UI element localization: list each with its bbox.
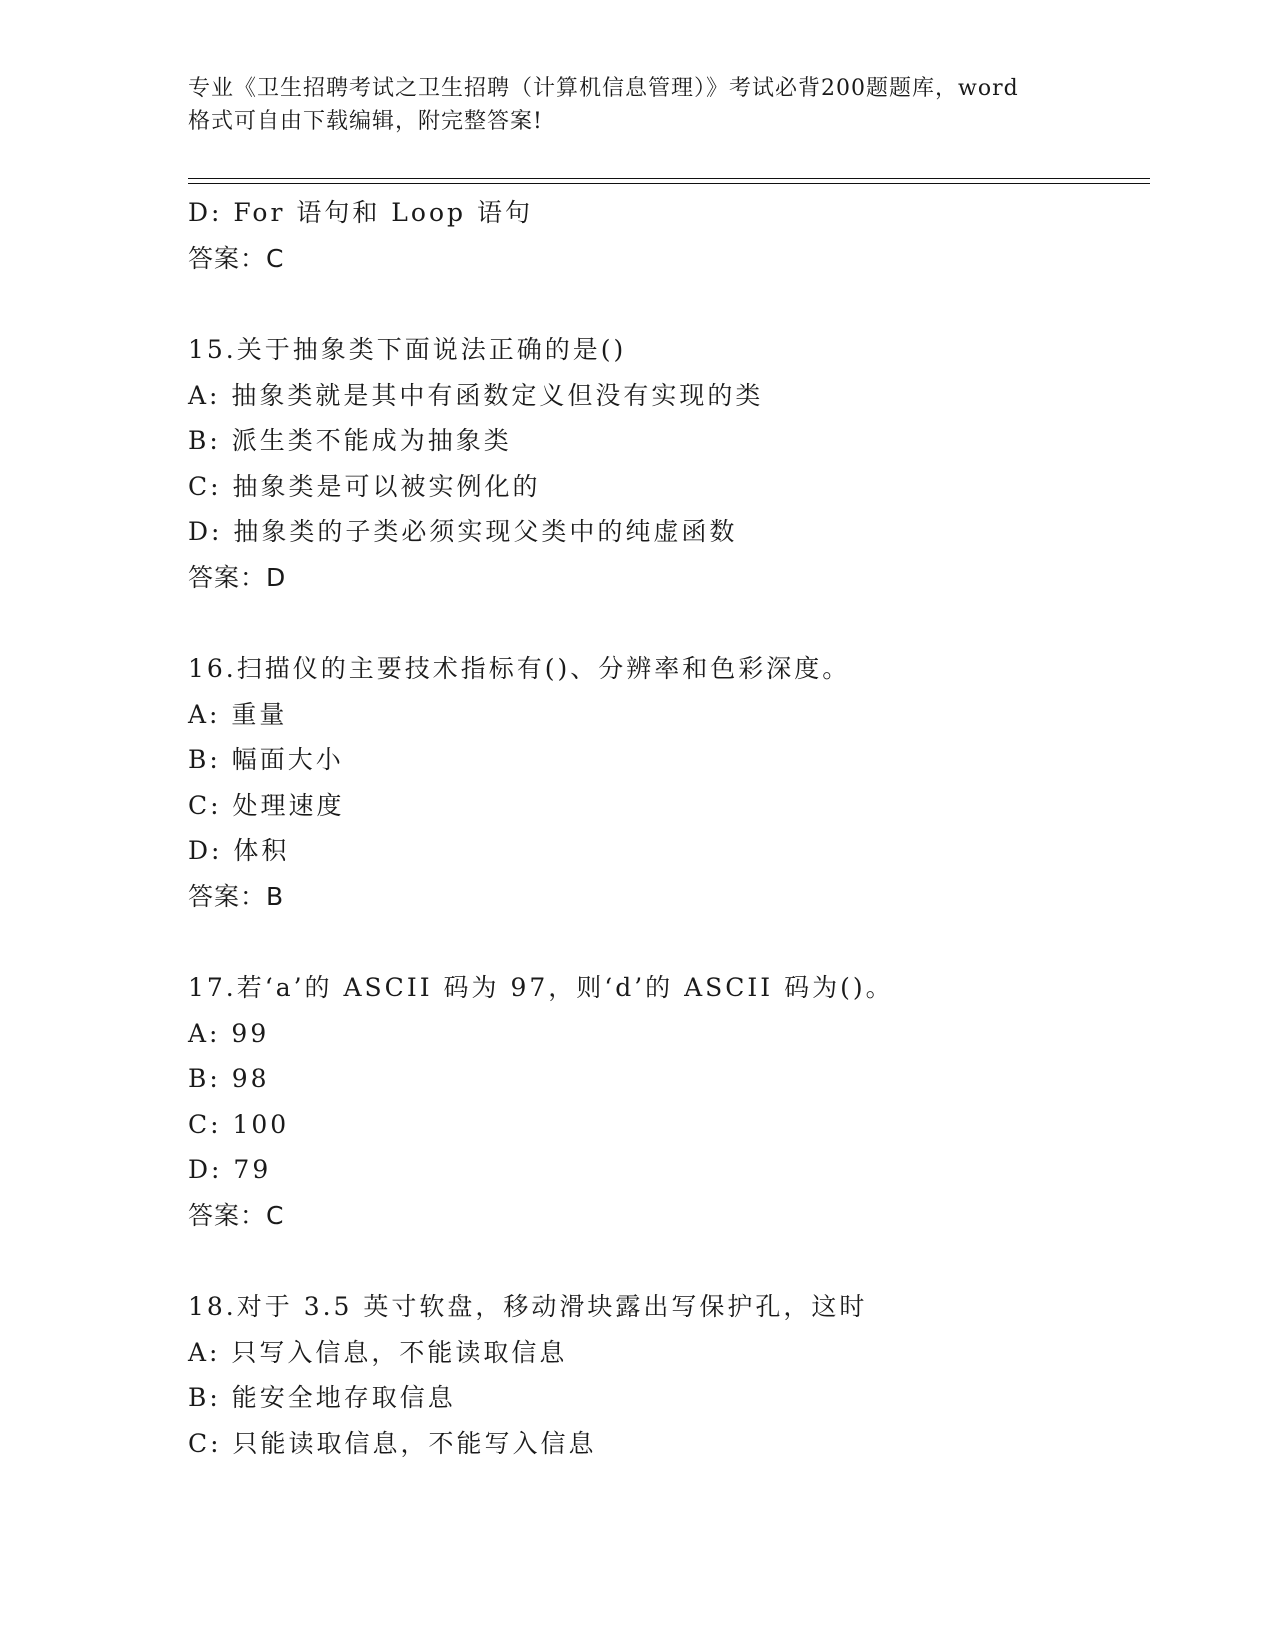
option-d: D: 79 bbox=[188, 1155, 272, 1184]
header-line-1: 专业《卫生招聘考试之卫生招聘（计算机信息管理）》考试必背200题题库，word bbox=[188, 76, 1019, 101]
spacer bbox=[188, 600, 1148, 646]
option-b: B: 幅面大小 bbox=[188, 745, 344, 774]
answer-line: 答案：B bbox=[188, 881, 285, 911]
header-divider-bottom bbox=[188, 183, 1150, 184]
header-divider-top bbox=[188, 178, 1150, 179]
question-stem: 15.关于抽象类下面说法正确的是() bbox=[188, 335, 627, 364]
option-a: A: 抽象类就是其中有函数定义但没有实现的类 bbox=[188, 380, 764, 410]
option-d: D: For 语句和 Loop 语句 bbox=[188, 198, 533, 227]
document-header bbox=[188, 72, 1088, 138]
option-b: B: 派生类不能成为抽象类 bbox=[188, 426, 512, 455]
option-c: C: 抽象类是可以被实例化的 bbox=[188, 471, 541, 501]
question-block-14 bbox=[188, 190, 1148, 281]
option-d: D: 抽象类的子类必须实现父类中的纯虚函数 bbox=[188, 517, 738, 546]
spacer bbox=[188, 281, 1148, 327]
question-block-15 bbox=[188, 327, 1148, 600]
question-stem: 17.若‘a’的 ASCII 码为 97，则‘d’的 ASCII 码为()。 bbox=[188, 973, 894, 1002]
spacer bbox=[188, 919, 1148, 965]
question-list bbox=[188, 190, 1148, 1466]
option-c: C: 只能读取信息，不能写入信息 bbox=[188, 1428, 597, 1458]
option-a: A: 只写入信息，不能读取信息 bbox=[188, 1337, 568, 1367]
option-b: B: 98 bbox=[188, 1064, 270, 1093]
question-block-16 bbox=[188, 646, 1148, 919]
option-c: C: 100 bbox=[188, 1109, 290, 1139]
question-stem: 16.扫描仪的主要技术指标有()、分辨率和色彩深度。 bbox=[188, 654, 851, 683]
option-a: A: 重量 bbox=[188, 699, 288, 729]
option-d: D: 体积 bbox=[188, 836, 290, 865]
answer-line: 答案：C bbox=[188, 243, 285, 273]
option-b: B: 能安全地存取信息 bbox=[188, 1383, 456, 1412]
answer-line: 答案：D bbox=[188, 562, 287, 592]
option-a: A: 99 bbox=[188, 1018, 270, 1048]
header-line-2: 格式可自由下载编辑，附完整答案! bbox=[188, 109, 543, 134]
spacer bbox=[188, 1238, 1148, 1284]
answer-line: 答案：C bbox=[188, 1200, 285, 1230]
question-block-18 bbox=[188, 1284, 1148, 1466]
question-block-17 bbox=[188, 965, 1148, 1238]
question-stem: 18.对于 3.5 英寸软盘，移动滑块露出写保护孔，这时 bbox=[188, 1292, 868, 1321]
option-c: C: 处理速度 bbox=[188, 790, 345, 820]
